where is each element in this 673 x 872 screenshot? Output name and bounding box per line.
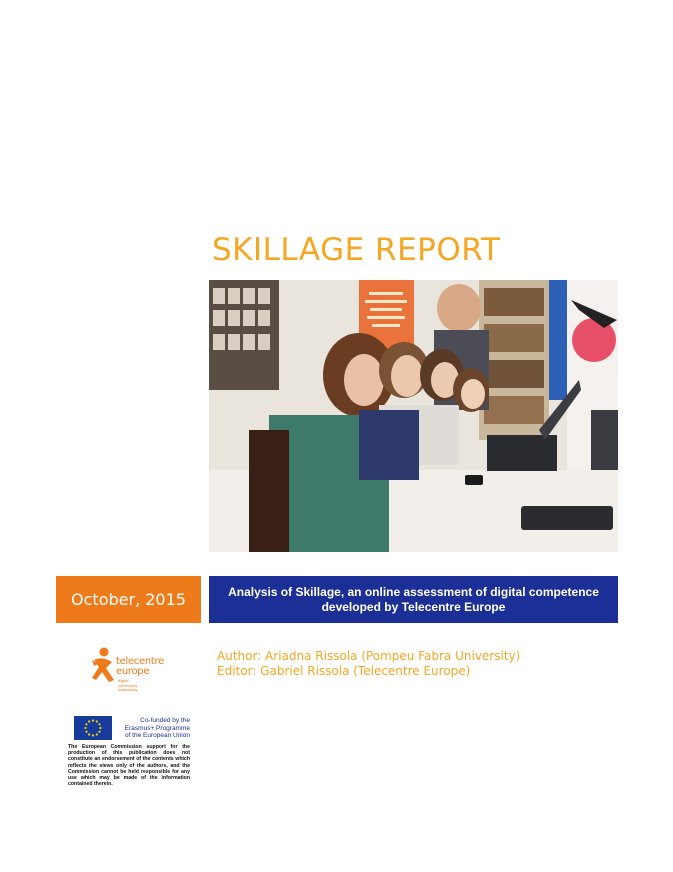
report-description — [209, 576, 618, 623]
report-credits — [217, 649, 520, 679]
report-title: SKILLAGE REPORT — [212, 232, 501, 268]
eu-cofunded-line-2: Erasmus+ Programme — [124, 724, 190, 732]
eu-disclaimer: The European Commission support for the production of this publication does not constitute an endorsement of the contents which reflects the views only of the authors, and the Commission cannot be held responsible for any use which may be made of the information contained therein. — [68, 744, 190, 788]
description-line-1: Analysis of Skillage, an online assessment of digital competence — [228, 584, 599, 599]
cover-photo — [209, 280, 618, 552]
description-line-2: developed by Telecentre Europe — [321, 599, 506, 614]
logo-tagline-line-1: digital — [118, 678, 129, 683]
telecentre-europe-logo — [90, 646, 180, 696]
logo-tagline — [118, 679, 137, 693]
eu-cofunded-line-3: of the European Union — [124, 732, 190, 739]
editor-line: Editor: Gabriel Rissola (Telecentre Europe) — [217, 664, 471, 678]
report-date: October, 2015 — [56, 576, 201, 623]
logo-tagline-line-3: networking — [118, 687, 138, 692]
logo-brand — [116, 657, 164, 677]
eu-cofunded-text — [118, 717, 190, 740]
eu-funding-block — [68, 716, 190, 787]
author-line: Author: Ariadna Rissola (Pompeu Fabra University) — [217, 649, 521, 663]
eu-cofunded-line-1: Co-funded by the — [140, 717, 190, 724]
eu-flag-icon — [74, 716, 112, 740]
logo-tagline-line-2: community — [118, 682, 138, 688]
logo-brand-line-2: europe — [116, 666, 150, 677]
logo-brand-line-1: telecentre — [116, 656, 164, 667]
